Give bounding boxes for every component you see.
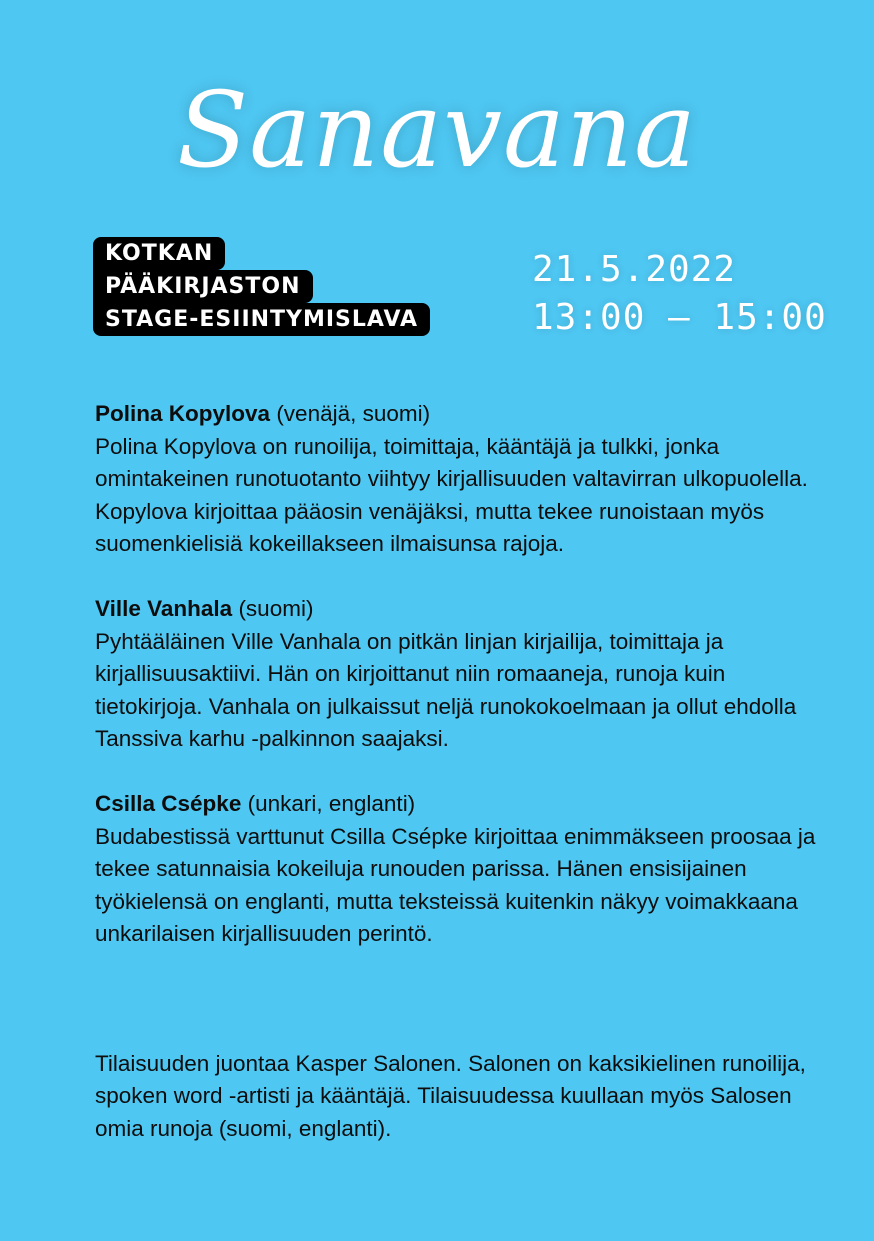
performer-languages: (suomi) xyxy=(238,596,314,621)
event-time: 13:00 – 15:00 xyxy=(532,297,827,338)
performer-name: Polina Kopylova xyxy=(95,401,271,426)
performer-heading xyxy=(95,593,835,626)
event-title: Sanavana xyxy=(177,69,697,191)
performer-heading xyxy=(95,788,835,821)
performer-block-3 xyxy=(95,788,835,951)
performer-bio: Budabestissä varttunut Csilla Csépke kirjoittaa enimmäkseen proosaa ja tekee satunnaisia kokeiluja runouden parissa. Hänen ensisijainen työkielensä on englanti, mutta teksteissä kuitenkin näkyy voimakkaana unkarilaisen kirjallisuuden perintö. xyxy=(95,823,816,946)
event-datetime xyxy=(532,246,827,342)
performer-heading xyxy=(95,398,835,431)
performer-bio: Pyhtääläinen Ville Vanhala on pitkän linjan kirjailija, toimittaja ja kirjallisuusaktiivi. Hän on kirjoittanut niin romaaneja, runoja kuin tietokirjoja. Vanhala on julkaissut neljä runokokoelmaan ja ollut ehdolla Tanssiva karhu -palkinnon saajaksi. xyxy=(95,628,797,751)
performer-bio: Polina Kopylova on runoilija, toimittaja, kääntäjä ja tulkki, jonka omintakeinen runotuotanto viihtyy kirjallisuuden valtavirran ulkopuolella. Kopylova kirjoittaa pääosin venäjäksi, mutta tekee runoistaan myös suomenkielisiä kokeillakseen ilmaisunsa rajoja. xyxy=(95,433,808,556)
performer-list xyxy=(95,398,835,1145)
performer-name: Ville Vanhala xyxy=(95,596,233,621)
venue-line-stage: STAGE-ESIINTYMISLAVA xyxy=(93,303,430,336)
event-date: 21.5.2022 xyxy=(532,249,737,290)
performer-languages: (unkari, englanti) xyxy=(247,791,416,816)
venue-line-library: PÄÄKIRJASTON xyxy=(93,270,313,303)
venue-line-city: KOTKAN xyxy=(93,237,225,270)
performer-name: Csilla Csépke xyxy=(95,791,242,816)
performer-languages: (venäjä, suomi) xyxy=(276,401,431,426)
host-paragraph: Tilaisuuden juontaa Kasper Salonen. Salonen on kaksikielinen runoilija, spoken word -artisti ja kääntäjä. Tilaisuudessa kuullaan myös Salosen omia runoja (suomi, englanti). xyxy=(95,1050,806,1141)
venue-label xyxy=(93,237,430,336)
performer-block-2 xyxy=(95,593,835,756)
performer-block-1 xyxy=(95,398,835,561)
